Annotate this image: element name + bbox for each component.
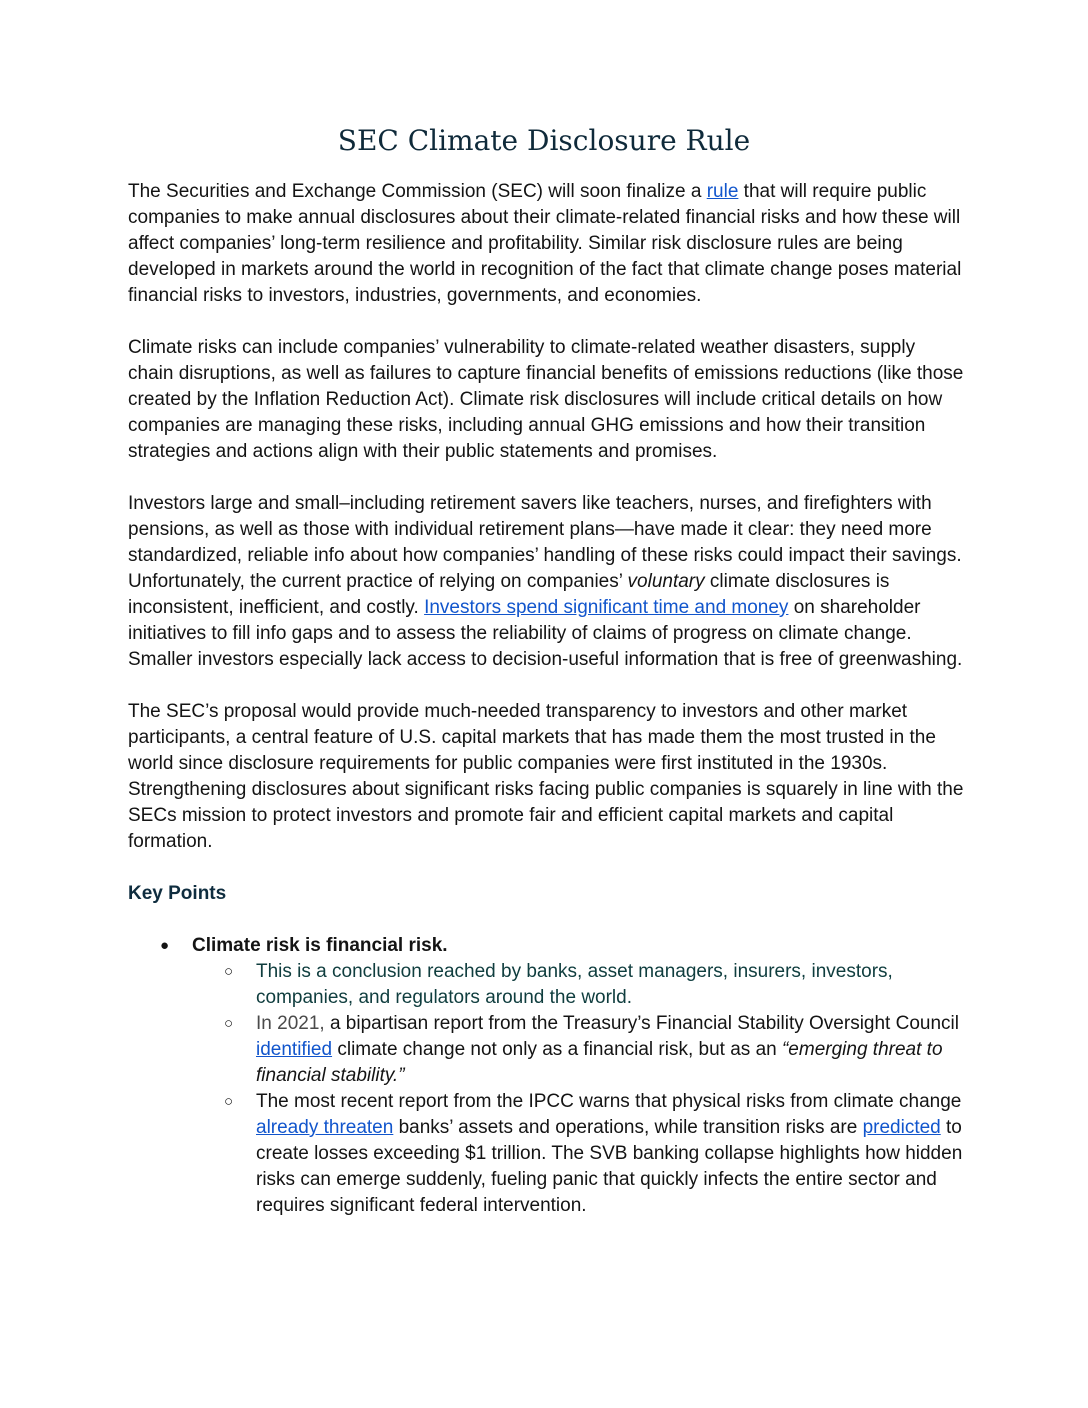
paragraph-intro (128, 179, 964, 309)
sub-point-fsoc-lead: In 2021, (256, 1013, 325, 1034)
investors-spend-link[interactable]: Investors spend significant time and money (424, 597, 789, 618)
paragraph-investors-text-1: Investors large and small–including retirement savers like teachers, nurses, and firefighters with pensions, as well as those with individual retirement plans—have made it clear: they need more standardized, reliable info about how companies’ handling of these risks could impact their savings. Unfortunately, the current practice of relying on companies’ (128, 493, 962, 592)
page-title: SEC Climate Disclosure Rule (337, 124, 751, 157)
paragraph-intro-text-1: The Securities and Exchange Commission (SEC) will soon finalize a (128, 181, 707, 202)
paragraph-investors-text-3: on shareholder initiatives to fill info gaps and to assess the reliability of claims of progress on climate change. Smaller investors especially lack access to decision-useful information that is free of greenwashing. (128, 597, 963, 670)
rule-link[interactable]: rule (706, 181, 739, 202)
sub-point-ipcc (224, 1089, 964, 1219)
key-points-list (128, 933, 964, 1219)
sub-point-fsoc (224, 1011, 964, 1089)
paragraph-climate-risks: Climate risks can include companies’ vulnerability to climate-related weather disasters, supply chain disruptions, as well as failures to capture financial benefits of emissions reductions (like those created by the Inflation Reduction Act). Climate risk disclosures will include critical details on how companies are managing these risks, including annual GHG emissions and how their transition strategies and actions align with their public statements and promises. (128, 337, 964, 462)
sub-point-fsoc-text-2: climate change not only as a financial risk, but as an (332, 1039, 782, 1060)
voluntary-emphasis: voluntary (627, 571, 705, 592)
key-point-sublist (192, 959, 964, 1219)
sub-point-consensus (224, 959, 964, 1011)
predicted-link[interactable]: predicted (862, 1117, 941, 1138)
key-points-heading: Key Points (128, 883, 227, 904)
sub-point-fsoc-text-1: a bipartisan report from the Treasury’s Financial Stability Oversight Council (324, 1013, 959, 1034)
emerging-threat-quote: “emerging threat to financial stability.” (256, 1039, 943, 1086)
bullet-icon: ● (160, 937, 170, 954)
sub-bullet-icon: ○ (224, 963, 234, 980)
sub-bullet-icon: ○ (224, 1015, 234, 1032)
paragraph-investors-text-2: climate disclosures is inconsistent, inefficient, and costly. (128, 571, 890, 618)
sub-point-ipcc-text-3: to create losses exceeding $1 trillion. The SVB banking collapse highlights how hidden risks can emerge suddenly, fueling panic that quickly infects the entire sector and requires significant federal intervention. (256, 1117, 963, 1216)
sub-bullet-icon: ○ (224, 1093, 234, 1110)
key-point-title: Climate risk is financial risk. (192, 935, 448, 956)
key-point-item (160, 933, 964, 1219)
document-body (128, 179, 964, 1219)
sub-point-ipcc-text-2: banks’ assets and operations, while transition risks are (393, 1117, 863, 1138)
sub-point-ipcc-text-1: The most recent report from the IPCC warns that physical risks from climate change (256, 1091, 962, 1112)
paragraph-intro-text-2: that will require public companies to make annual disclosures about their climate-related financial risks and how these will affect companies’ long-term resilience and profitability. Similar risk disclosure rules are being developed in markets around the world in recognition of the fact that climate change poses material financial risks to investors, industries, governments, and economies. (128, 181, 962, 306)
identified-link[interactable]: identified (256, 1039, 333, 1060)
paragraph-sec-proposal: The SEC’s proposal would provide much-needed transparency to investors and other market participants, a central feature of U.S. capital markets that has made them the most trusted in the world since disclosure requirements for public companies were first instituted in the 1930s. Strengthening disclosures about significant risks facing public companies is squarely in line with the SECs mission to protect investors and promote fair and efficient capital markets and capital formation. (128, 701, 964, 852)
already-threaten-link[interactable]: already threaten (256, 1117, 394, 1138)
paragraph-investors (128, 491, 964, 673)
sub-point-consensus-text: This is a conclusion reached by banks, asset managers, insurers, investors, companies, and regulators around the world. (256, 961, 893, 1008)
